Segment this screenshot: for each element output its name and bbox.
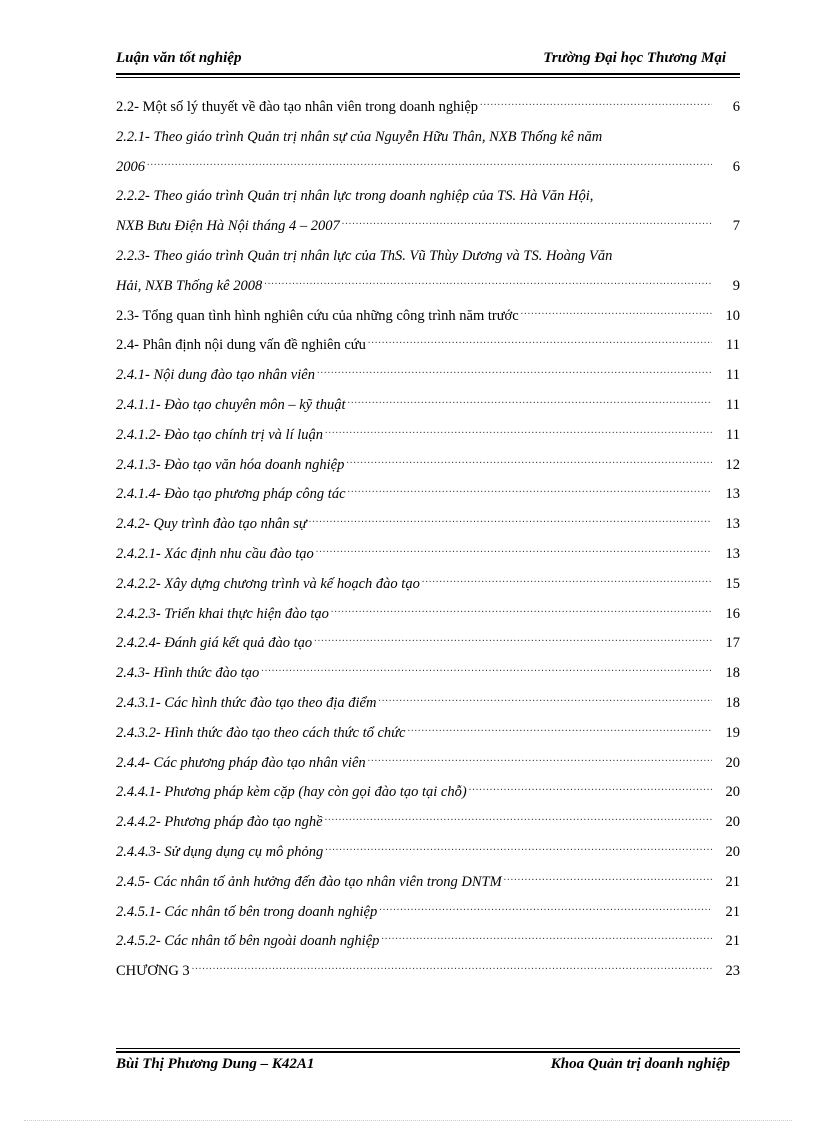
dot-leader <box>331 600 712 620</box>
dot-leader <box>381 927 712 947</box>
toc-entry-title: 2.4.1.4- Đào tạo phương pháp công tác <box>116 486 346 503</box>
toc-page-number: 20 <box>725 754 740 771</box>
toc-entry[interactable] <box>116 871 740 901</box>
toc-entry[interactable] <box>116 185 740 245</box>
header-rule-thin <box>116 77 740 78</box>
dot-leader <box>348 391 712 411</box>
toc-entry-title: 2.4.2.4- Đánh giá kết quả đào tạo <box>116 635 313 652</box>
toc-entry[interactable] <box>116 454 740 484</box>
dot-leader <box>342 212 712 232</box>
toc-page-number: 17 <box>725 635 740 652</box>
dot-leader <box>317 361 712 381</box>
toc-page-number: 21 <box>725 903 740 920</box>
dot-leader <box>521 302 712 322</box>
toc-entry[interactable] <box>116 334 740 364</box>
dot-leader <box>192 957 712 977</box>
toc-entry[interactable] <box>116 692 740 722</box>
dot-leader <box>348 480 712 500</box>
footer-right: Khoa Quản trị doanh nghiệp <box>550 1056 730 1072</box>
dot-leader <box>325 838 712 858</box>
dot-leader <box>261 659 712 679</box>
header-right: Trường Đại học Thương Mại <box>543 50 726 66</box>
toc-entry[interactable] <box>116 305 740 335</box>
toc-entry[interactable] <box>116 126 740 186</box>
toc-page-number: 23 <box>725 963 740 980</box>
toc-page-number: 16 <box>725 605 740 622</box>
toc-page-number: 20 <box>725 814 740 831</box>
toc-page-number: 12 <box>725 456 740 473</box>
header-rule-thick <box>116 73 740 75</box>
toc-entry[interactable] <box>116 930 740 960</box>
toc-page-number: 6 <box>732 99 740 115</box>
dot-leader <box>264 272 712 292</box>
toc-entry[interactable] <box>116 573 740 603</box>
dot-leader <box>378 689 712 709</box>
toc-page-number: 6 <box>732 158 740 175</box>
footer-left: Bùi Thị Phương Dung – K42A1 <box>116 1056 315 1072</box>
dot-leader <box>368 331 712 351</box>
toc-entry-title: 2.4.1- Nội dung đào tạo nhân viên <box>116 367 315 384</box>
toc-entry[interactable] <box>116 901 740 931</box>
toc-entry[interactable] <box>116 245 740 305</box>
dot-leader <box>314 629 712 649</box>
footer-rule-thick <box>116 1051 740 1053</box>
toc-entry-title: 2.2.1- Theo giáo trình Quản trị nhân sự của Nguyễn Hữu Thân, NXB Thống kê năm <box>116 128 603 145</box>
toc-entry-title: 2.4.3.2- Hình thức đào tạo theo cách thức tổ chức <box>116 724 406 741</box>
dot-leader <box>379 898 712 918</box>
page-edge-divider <box>24 1120 792 1121</box>
toc-entry-title: 2.4.1.2- Đào tạo chính trị và lí luận <box>116 426 324 443</box>
dot-leader <box>346 451 712 471</box>
toc-entry[interactable] <box>116 841 740 871</box>
toc-entry[interactable] <box>116 632 740 662</box>
toc-page-number: 20 <box>725 843 740 860</box>
toc-entry-title: 2.4.3.1- Các hình thức đào tạo theo địa điểm <box>116 694 377 711</box>
toc-page-number: 15 <box>725 575 740 592</box>
toc-page-number: 19 <box>725 724 740 741</box>
toc-entry-title: 2.4.5.1- Các nhân tố bên trong doanh nghiệp <box>116 903 378 920</box>
toc-entry[interactable] <box>116 781 740 811</box>
toc-entry[interactable] <box>116 752 740 782</box>
toc-entry-title: 2.4.1.3- Đào tạo văn hóa doanh nghiệp <box>116 456 345 473</box>
toc-entry[interactable] <box>116 483 740 513</box>
dot-leader <box>408 719 713 739</box>
toc-entry-title: 2.3- Tổng quan tình hình nghiên cứu của những công trình năm trước <box>116 307 519 324</box>
toc-page-number: 11 <box>726 367 740 384</box>
toc-entry-title-continued: NXB Bưu Điện Hà Nội tháng 4 – 2007 <box>116 218 340 235</box>
toc-entry-title: 2.4.3- Hình thức đào tạo <box>116 665 260 682</box>
toc-page-number: 18 <box>725 694 740 711</box>
dot-leader <box>316 540 712 560</box>
toc-entry-title: CHƯƠNG 3 <box>116 963 190 980</box>
toc-entry-title: 2.2- Một số lý thuyết về đào tạo nhân viên trong doanh nghiệp <box>116 99 479 115</box>
toc-entry[interactable] <box>116 513 740 543</box>
toc-entry-title: 2.4.2.1- Xác định nhu cầu đào tạo <box>116 545 314 562</box>
toc-page-number: 9 <box>732 277 740 294</box>
toc-page-number: 18 <box>725 665 740 682</box>
toc-entry-title: 2.4.4.3- Sử dụng dụng cụ mô phỏng <box>116 843 324 860</box>
toc-entry[interactable] <box>116 811 740 841</box>
toc-entry-title: 2.4.5- Các nhân tố ảnh hưởng đến đào tạo nhân viên trong DNTM <box>116 873 502 890</box>
dot-leader <box>504 868 712 888</box>
toc-entry-title: 2.2.3- Theo giáo trình Quản trị nhân lực của ThS. Vũ Thùy Dương và TS. Hoàng Văn <box>116 247 613 264</box>
toc-page-number: 10 <box>725 307 740 324</box>
dot-leader <box>325 808 712 828</box>
toc-entry[interactable] <box>116 960 740 990</box>
header-left: Luận văn tốt nghiệp <box>116 50 242 66</box>
toc-entry-title: 2.4.4.1- Phương pháp kèm cặp (hay còn gọi đào tạo tại chỗ) <box>116 784 467 801</box>
toc-entry-title: 2.4.4.2- Phương pháp đào tạo nghề <box>116 814 323 831</box>
toc-page-number: 13 <box>725 516 740 533</box>
toc-entry-title-continued: 2006 <box>116 158 145 175</box>
toc-entry-title: 2.4.2.3- Triển khai thực hiện đào tạo <box>116 605 329 622</box>
toc-page-number: 21 <box>725 873 740 890</box>
dot-leader <box>469 778 712 798</box>
footer-rule-thin <box>116 1048 740 1049</box>
toc-entry[interactable] <box>116 424 740 454</box>
toc-page-number: 13 <box>725 486 740 503</box>
dot-leader <box>480 93 712 113</box>
dot-leader <box>147 153 712 173</box>
dot-leader <box>325 421 712 441</box>
toc-entry-title: 2.4.4- Các phương pháp đào tạo nhân viên <box>116 754 366 771</box>
toc-page-number: 11 <box>726 396 740 413</box>
toc-page-number: 11 <box>726 426 740 443</box>
dot-leader <box>368 749 712 769</box>
toc-page-number: 13 <box>725 545 740 562</box>
toc-entry[interactable] <box>116 543 740 573</box>
toc-entry-title: 2.2.2- Theo giáo trình Quản trị nhân lực trong doanh nghiệp của TS. Hà Văn Hội, <box>116 188 594 205</box>
toc-entry-title: 2.4.5.2- Các nhân tố bên ngoài doanh nghiệp <box>116 933 380 950</box>
toc-entry-title: 2.4- Phân định nội dung vấn đề nghiên cứu <box>116 337 366 354</box>
toc-entry-title: 2.4.2.2- Xây dựng chương trình và kế hoạch đào tạo <box>116 575 420 592</box>
toc-entry[interactable] <box>116 662 740 692</box>
toc-page-number: 20 <box>725 784 740 801</box>
toc-entry[interactable] <box>116 394 740 424</box>
toc-entry[interactable] <box>116 364 740 394</box>
toc-entry-title: 2.4.1.1- Đào tạo chuyên môn – kỹ thuật <box>116 396 346 413</box>
toc-entry-title: 2.4.2- Quy trình đào tạo nhân sự <box>116 516 307 533</box>
toc-page-number: 21 <box>725 933 740 950</box>
toc-entry[interactable] <box>116 96 740 126</box>
toc-entry-title-continued: Hải, NXB Thống kê 2008 <box>116 277 263 294</box>
table-of-contents <box>116 96 740 990</box>
toc-entry[interactable] <box>116 603 740 633</box>
dot-leader <box>422 570 712 590</box>
dot-leader <box>309 510 712 530</box>
toc-page-number: 11 <box>726 337 740 354</box>
toc-entry[interactable] <box>116 722 740 752</box>
toc-page-number: 7 <box>732 218 740 235</box>
